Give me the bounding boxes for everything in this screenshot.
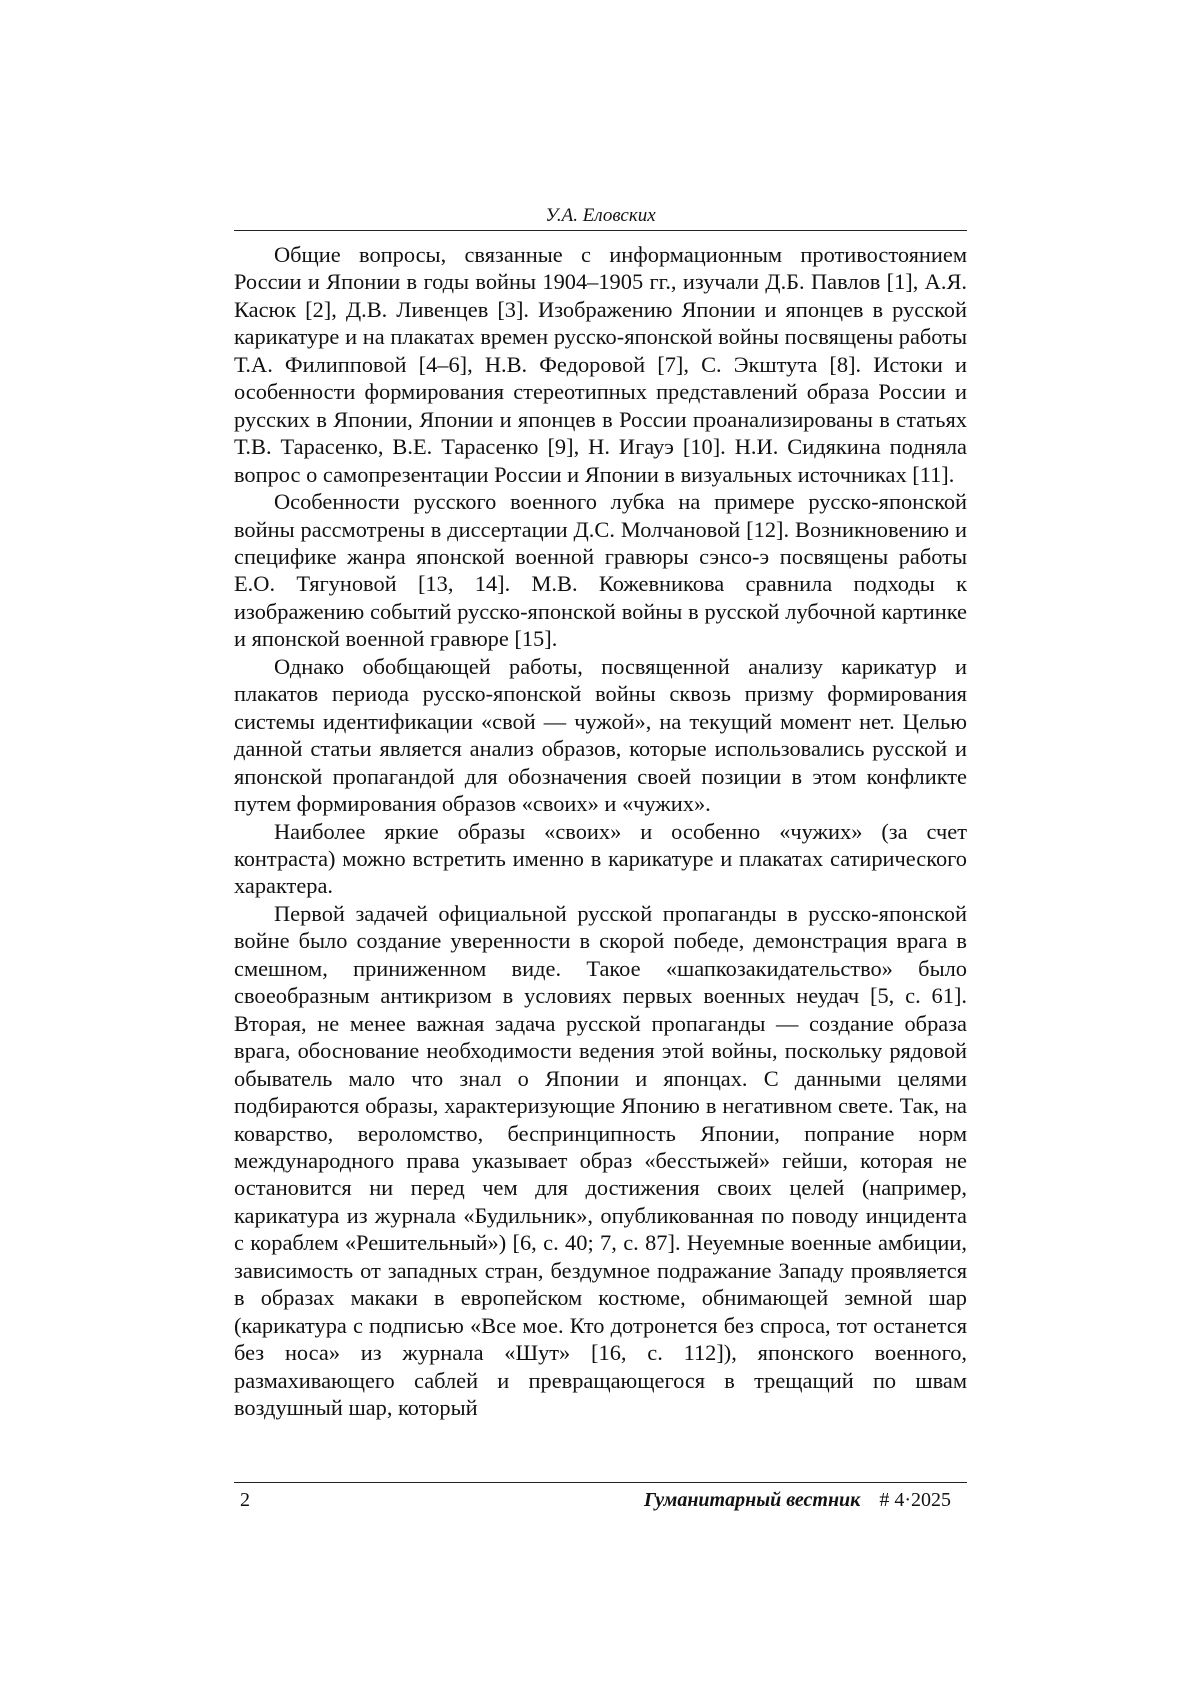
- page-footer: [234, 1482, 967, 1513]
- journal-info: [644, 1487, 967, 1513]
- page-number: 2: [240, 1489, 250, 1511]
- paragraph: Общие вопросы, связанные с информационным противостоянием России и Японии в годы войны 1904–1905 гг., изучали Д.Б. Павлов [1], А.Я. Касюк [2], Д.В. Ливенцев [3]. Изображению Японии и японцев в русской карикатуре и на плакатах времен русско-японской войны посвящены работы Т.А. Филипповой [4–6], Н.В. Федоровой [7], С. Экштута [8]. Истоки и особенности формирования стереотипных представлений образа России и русских в Японии, Японии и японцев в России проанализированы в статьях Т.В. Тарасенко, В.Е. Тарасенко [9], Н. Игауэ [10]. Н.И. Сидякина подняла вопрос о самопрезентации России и Японии в визуальных источниках [11].: [234, 242, 967, 487]
- paragraph: Первой задачей официальной русской пропаганды в русско-японской войне было создание уверенности в скорой победе, демонстрация врага в смешном, приниженном виде. Такое «шапкозакидательство» было своеобразным антикризом в условиях первых военных неудач [5, с. 61]. Вторая, не менее важная задача русской пропаганды — создание образа врага, обоснование необходимости ведения этой войны, поскольку рядовой обыватель мало что знал о Японии и японцах. С данными целями подбираются образы, характеризующие Японию в негативном свете. Так, на коварство, вероломство, беспринципность Японии, попрание норм международного права указывает образ «бесстыжей» гейши, которая не остановится ни перед чем для достижения своих целей (например, карикатура из журнала «Будильник», опубликованная по поводу инцидента с кораблем «Решительный») [6, с. 40; 7, с. 87]. Неуемные военные амбиции, зависимость от западных стран, бездумное подражание Западу проявляется в образах макаки в европейском костюме, обнимающей земной шар (карикатура с подписью «Все мое. Кто дотронется без спроса, тот останется без носа» из журнала «Шут» [16, с. 112]), японского военного, размахивающего саблей и превращающегося в трещащий по швам воздушный шар, который: [234, 900, 967, 1421]
- running-head-author: У.А. Еловских: [234, 204, 967, 231]
- paragraph: Наиболее яркие образы «своих» и особенно «чужих» (за счет контраста) можно встретить именно в карикатуре и плакатах сатирического характера.: [234, 818, 967, 899]
- journal-issue: # 4·2025: [879, 1489, 951, 1511]
- article-body: [234, 241, 967, 1421]
- paragraph: Однако обобщающей работы, посвященной анализу карикатур и плакатов периода русско-японской войны сквозь призму формирования системы идентификации «свой — чужой», на текущий момент нет. Целью данной статьи является анализ образов, которые использовались русской и японской пропагандой для обозначения своей позиции в этом конфликте путем формирования образов «своих» и «чужих».: [234, 653, 967, 817]
- journal-name: Гуманитарный вестник: [644, 1489, 861, 1511]
- paragraph: Особенности русского военного лубка на примере русско-японской войны рассмотрены в диссертации Д.С. Молчановой [12]. Возникновению и специфике жанра японской военной гравюры сэнсо-э посвящены работы Е.О. Тягуновой [13, 14]. М.В. Кожевникова сравнила подходы к изображению событий русско-японской войны в русской лубочной картинке и японской военной гравюре [15].: [234, 489, 967, 652]
- page-content: [234, 204, 967, 1421]
